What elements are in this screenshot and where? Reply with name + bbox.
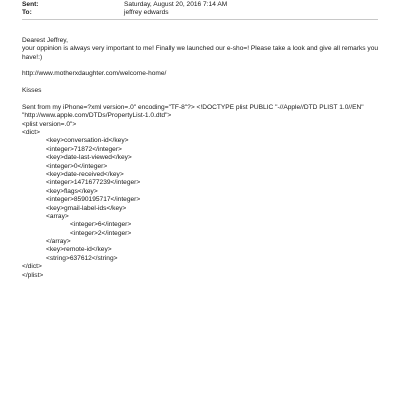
plist-key: <key>flags</key> <box>46 187 98 195</box>
website-link[interactable]: http://www.motherxdaughter.com/welcome-home/ <box>22 70 167 78</box>
header-divider <box>22 19 378 20</box>
plist-open: <plist version=.0"> <box>22 120 77 128</box>
sent-from-line: Sent from my iPhone=?xml version=.0" encoding="TF-8"?> <!DOCTYPE plist PUBLIC "-//Apple//DTD PLIST 1.0//EN" <box>22 103 364 111</box>
plist-key: <key>date-received</key> <box>46 170 124 178</box>
dtd-url-line: "http://www.apple.com/DTDs/PropertyList-1.0.dtd"> <box>22 112 172 120</box>
spacer <box>22 79 382 87</box>
plist-key: <key>remote-id</key> <box>46 246 112 254</box>
plist-key: <key>conversation-id</key> <box>46 137 129 145</box>
plist-array-close: </array> <box>46 238 71 246</box>
to-label: To: <box>22 9 32 16</box>
greeting: Dearest Jeffrey, <box>22 37 68 44</box>
sent-label: Sent: <box>22 1 39 8</box>
plist-array-item: <integer>2</integer> <box>70 229 132 237</box>
plist-value: <integer>0</integer> <box>46 162 108 170</box>
plist-key: <key>date-last-viewed</key> <box>46 154 132 162</box>
plist-value: <integer>8590195717</integer> <box>46 196 141 204</box>
plist-value: <string>637612</string> <box>46 254 118 262</box>
to-recipient: jeffrey edwards <box>124 9 169 16</box>
message-text: your oppinion is always very important to me! Finally we launched our e-sho=! Please take a look and give all remarks you have!:) <box>22 45 379 61</box>
email-body <box>22 37 382 280</box>
plist-key: <key>gmail-label-ids</key> <box>46 204 127 212</box>
dict-close: </dict> <box>22 263 42 271</box>
plist-array-item: <integer>6</integer> <box>70 221 132 229</box>
plist-array-open: <array> <box>46 212 69 220</box>
plist-value: <integer>71872</integer> <box>46 145 122 153</box>
spacer <box>22 95 382 103</box>
sent-date: Saturday, August 20, 2016 7:14 AM <box>124 1 228 8</box>
dict-open: <dict> <box>22 128 40 136</box>
plist-close: </plist> <box>22 271 44 279</box>
signoff: Kisses <box>22 87 42 95</box>
spacer <box>22 62 382 70</box>
plist-value: <integer>1471677239</integer> <box>46 179 141 187</box>
